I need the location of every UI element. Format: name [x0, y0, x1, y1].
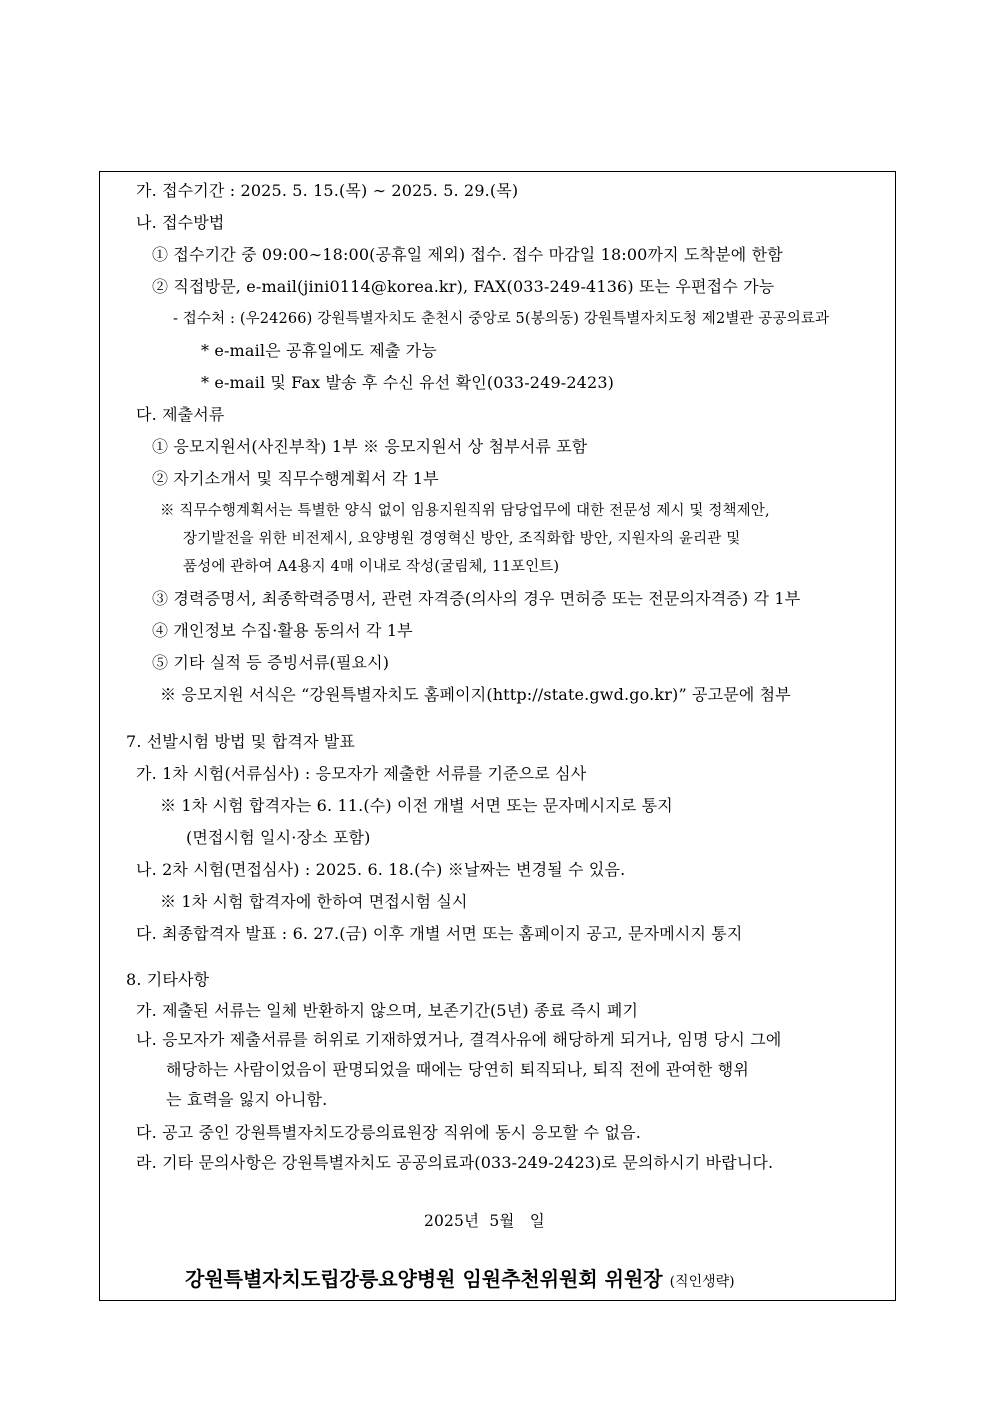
document-2: ② 자기소개서 및 직무수행계획서 각 1부 [152, 469, 439, 488]
plan-note-line-2: 장기발전을 위한 비전제시, 요양병원 경영혁신 방안, 조직화합 방안, 지원자의 윤리관 및 [183, 531, 741, 547]
other-item-na-line-3: 는 효력을 잃지 아니함. [166, 1090, 328, 1109]
receipt-method-2: ② 직접방문, e-mail(jini0114@korea.kr), FAX(033-249-4136) 또는 우편접수 가능 [152, 277, 775, 296]
first-exam-note-detail: (면접시험 일시·장소 포함) [186, 828, 371, 847]
final-announcement: 다. 최종합격자 발표 : 6. 27.(금) 이후 개별 서면 또는 홈페이지 공고, 문자메시지 통지 [136, 924, 743, 943]
documents-heading: 다. 제출서류 [136, 405, 225, 424]
form-attachment-note: ※ 응모지원 서식은 “강원특별자치도 홈페이지(http://state.gwd.go.kr)” 공고문에 첨부 [160, 685, 791, 704]
first-exam: 가. 1차 시험(서류심사) : 응모자가 제출한 서류를 기준으로 심사 [136, 764, 587, 783]
document-4: ④ 개인정보 수집·활용 동의서 각 1부 [152, 621, 413, 640]
plan-note-line-3: 품성에 관하여 A4용지 4매 이내로 작성(굴림체, 11포인트) [183, 559, 560, 575]
receipt-period: 가. 접수기간 : 2025. 5. 15.(목) ∼ 2025. 5. 29.(목) [136, 181, 519, 200]
plan-note-line-1: ※ 직무수행계획서는 특별한 양식 없이 임용지원직위 담당업무에 대한 전문성 제시 및 정책제안, [160, 503, 770, 519]
other-item-ra: 라. 기타 문의사항은 강원특별자치도 공공의료과(033-249-2423)로 문의하시기 바랍니다. [136, 1153, 774, 1172]
first-exam-note: ※ 1차 시험 합격자는 6. 11.(수) 이전 개별 서면 또는 문자메시지로 통지 [160, 796, 673, 815]
seal-omitted-note: (직인생략) [669, 1274, 735, 1290]
receipt-email-note: * e-mail은 공휴일에도 제출 가능 [201, 341, 437, 360]
other-item-na-line-1: 나. 응모자가 제출서류를 허위로 기재하였거나, 결격사유에 해당하게 되거나, 임명 당시 그에 [136, 1030, 782, 1049]
notice-date: 2025년 5월 일 [424, 1212, 545, 1230]
signature-line [185, 1266, 735, 1295]
receipt-fax-note: * e-mail 및 Fax 발송 후 수신 유선 확인(033-249-2423) [201, 373, 615, 392]
receipt-method-1: ① 접수기간 중 09:00∼18:00(공휴일 제외) 접수. 접수 마감일 18:00까지 도착분에 한함 [152, 245, 783, 264]
second-exam: 나. 2차 시험(면접심사) : 2025. 6. 18.(수) ※날짜는 변경될 수 있음. [136, 860, 626, 879]
document-1: ① 응모지원서(사진부착) 1부 ※ 응모지원서 상 첨부서류 포함 [152, 437, 588, 456]
other-item-da: 다. 공고 중인 강원특별자치도강릉의료원장 직위에 동시 응모할 수 없음. [136, 1123, 641, 1142]
receipt-method-heading: 나. 접수방법 [136, 213, 225, 232]
other-item-na-line-2: 해당하는 사람이었음이 판명되었을 때에는 당연히 퇴직되나, 퇴직 전에 관여한 행위 [166, 1060, 749, 1079]
other-item-ga: 가. 제출된 서류는 일체 반환하지 않으며, 보존기간(5년) 종료 즉시 폐기 [136, 1001, 639, 1020]
signer-title: 강원특별자치도립강릉요양병원 임원추천위원회 위원장 [185, 1267, 663, 1291]
section-7-title: 7. 선발시험 방법 및 합격자 발표 [126, 732, 356, 751]
document-5: ⑤ 기타 실적 등 증빙서류(필요시) [152, 653, 390, 672]
receipt-address: - 접수처 : (우24266) 강원특별자치도 춘천시 중앙로 5(봉의동) 강원특별자치도청 제2별관 공공의료과 [173, 311, 830, 327]
second-exam-note: ※ 1차 시험 합격자에 한하여 면접시험 실시 [160, 892, 468, 911]
section-8-title: 8. 기타사항 [126, 970, 210, 989]
document-3: ③ 경력증명서, 최종학력증명서, 관련 자격증(의사의 경우 면허증 또는 전문의자격증) 각 1부 [152, 589, 801, 608]
